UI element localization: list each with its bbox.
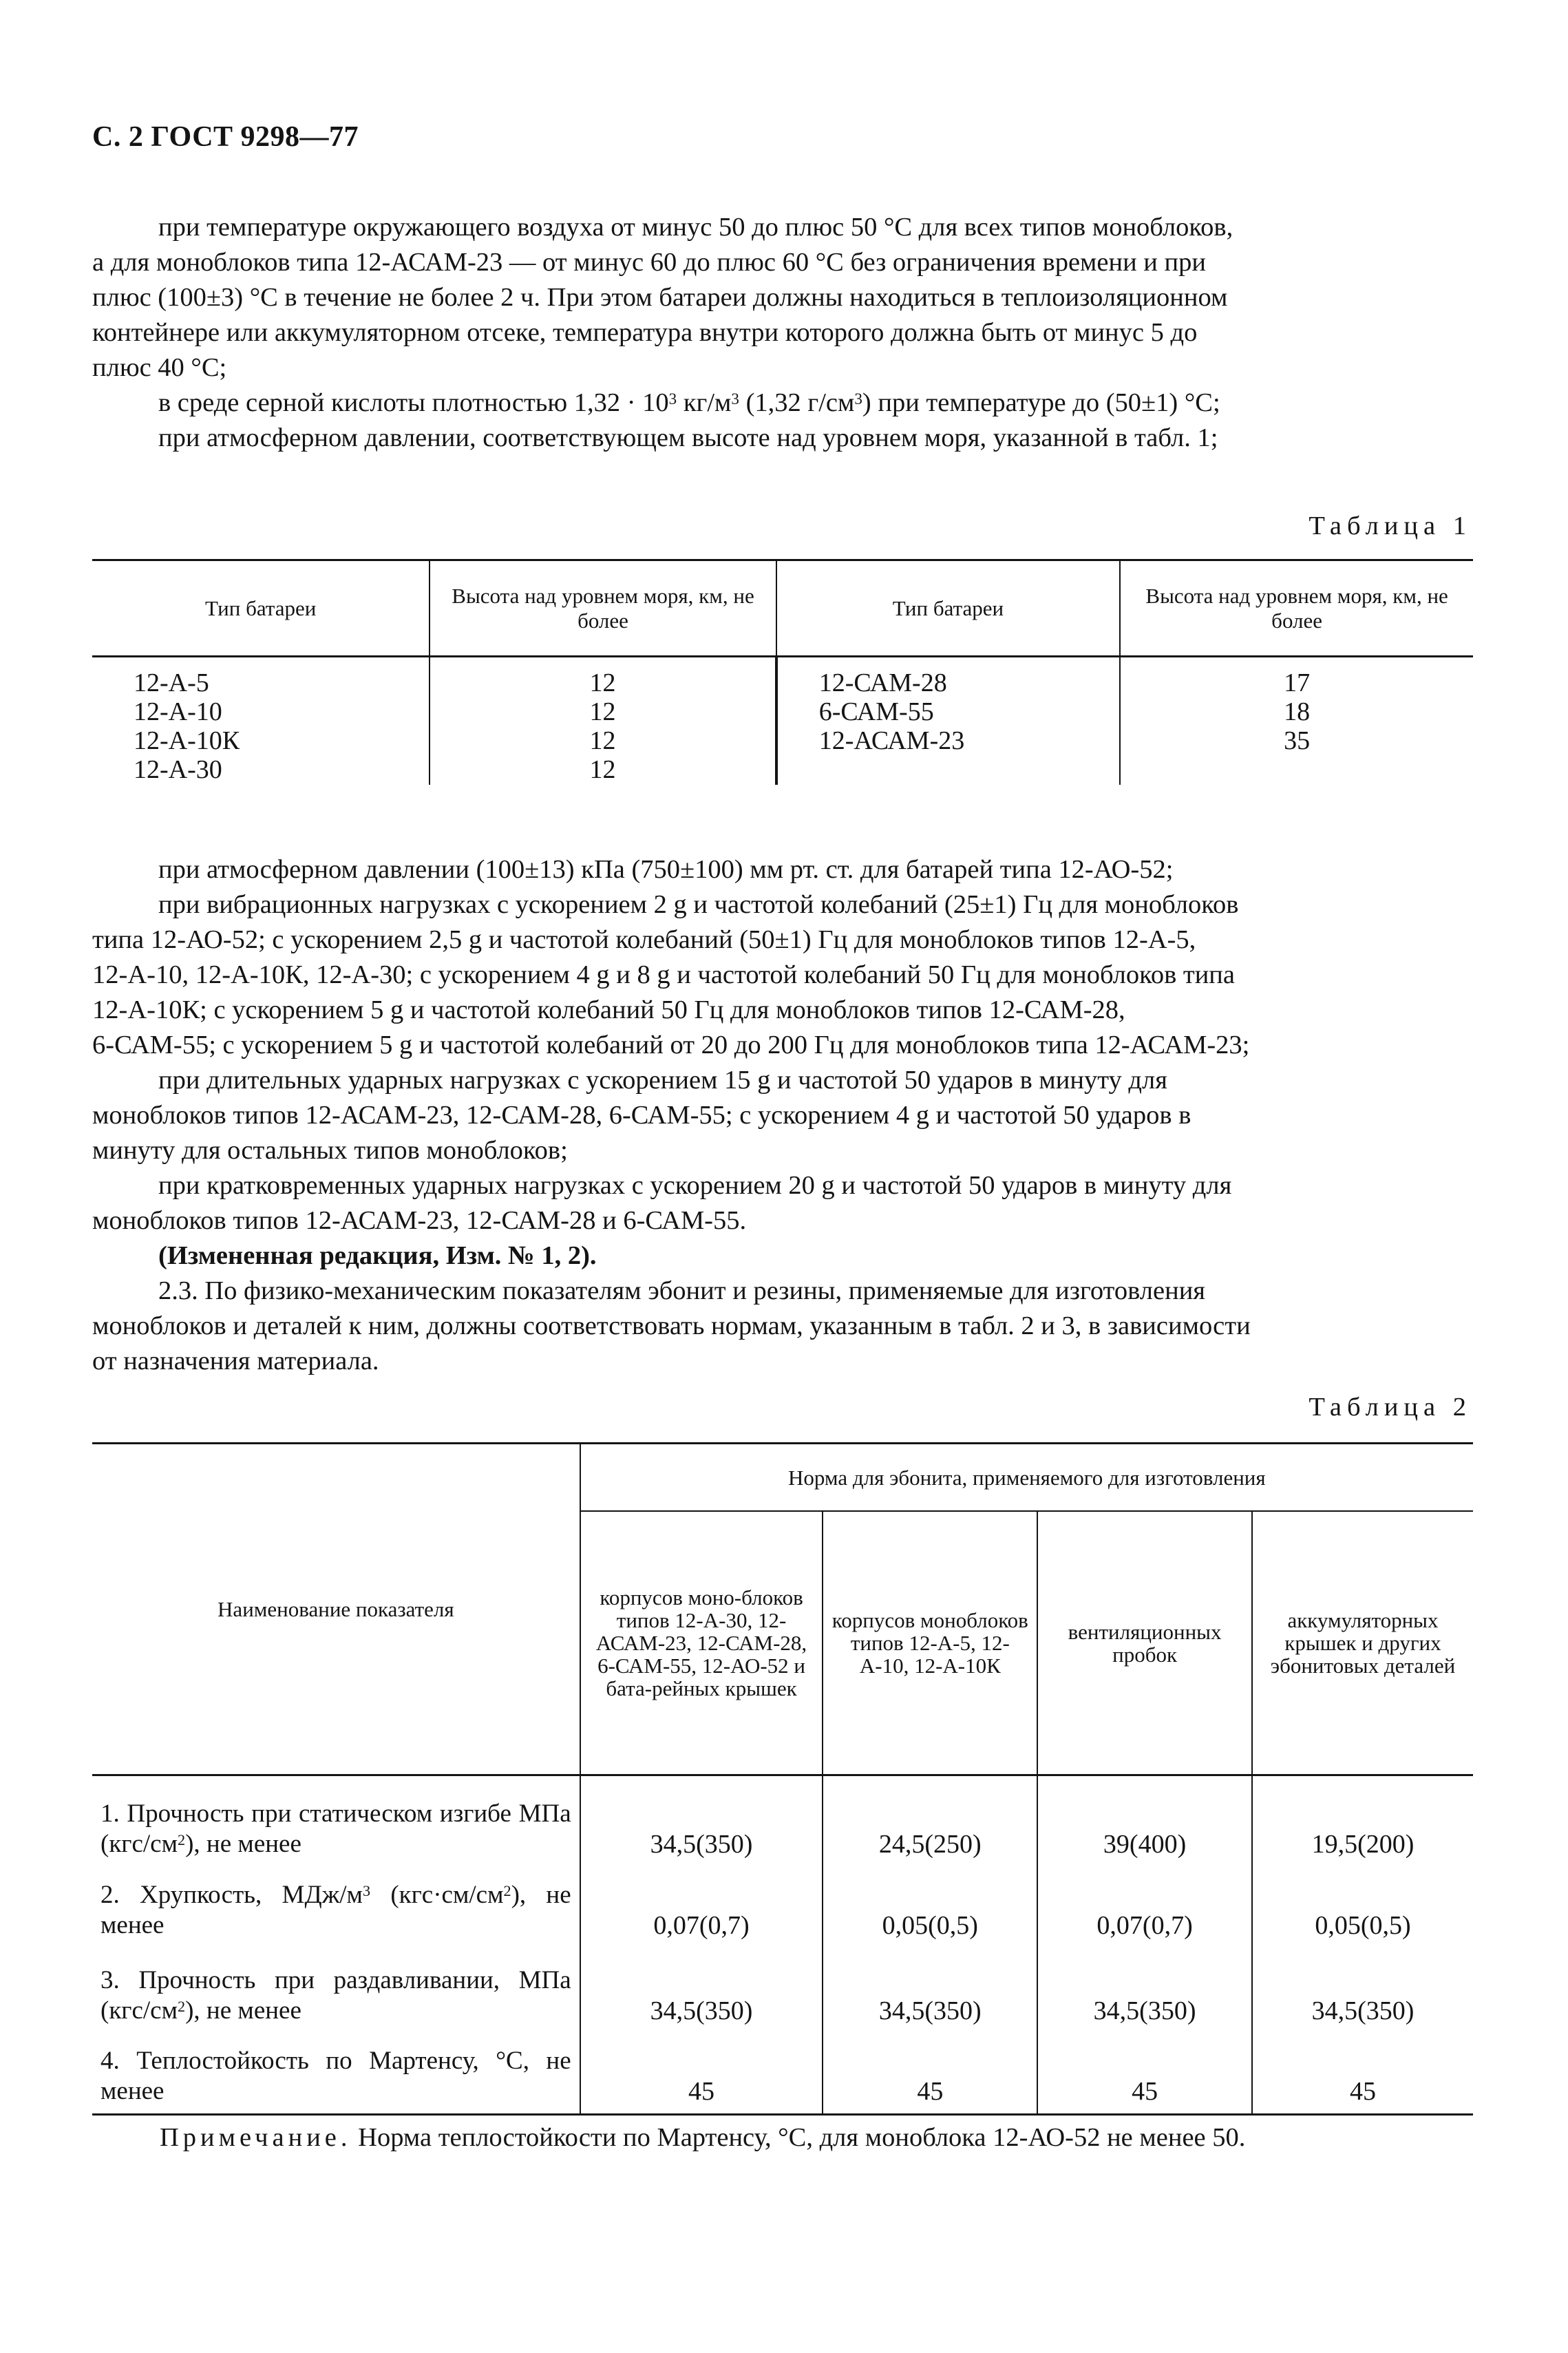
- table-header-row: [92, 1444, 1473, 1512]
- cell-value: 12: [589, 726, 616, 755]
- intro-paragraph: [92, 210, 1473, 456]
- text-line: от назначения материала.: [92, 1347, 379, 1375]
- cell-value: 35: [1284, 726, 1311, 755]
- table-cell: 19,5(200): [1252, 1775, 1473, 1867]
- table-cell: 34,5(350): [1037, 1948, 1252, 2033]
- indicator-name: [92, 1948, 580, 2033]
- table-note: [160, 2122, 1245, 2153]
- table-cell: 34,5(350): [580, 1775, 823, 1867]
- text-line: контейнере или аккумуляторном отсеке, температура внутри которого должна быть от минус 5 до: [92, 318, 1198, 347]
- indicator-column-header: Наименование показателя: [92, 1444, 580, 1775]
- text-line: минуту для остальных типов моноблоков;: [92, 1136, 568, 1165]
- table-cell: 39(400): [1037, 1775, 1252, 1867]
- altitude-cell: [1120, 657, 1473, 785]
- text-fragment: (кгс·см/см: [370, 1881, 504, 1909]
- column-header: аккумуляторных крышек и других эбонитовых деталей: [1252, 1511, 1473, 1775]
- column-header: вентиляционных пробок: [1037, 1511, 1252, 1775]
- column-header: Высота над уровнем моря, км, не более: [1120, 560, 1473, 657]
- text-fragment: ) при температуре до (50±1) °С;: [862, 388, 1220, 417]
- superscript: 3: [854, 390, 862, 408]
- cell-value: 17: [1284, 668, 1311, 697]
- cell-value: 12-А-5: [134, 668, 209, 697]
- table-cell: 45: [823, 2033, 1037, 2115]
- column-header: Тип батареи: [776, 560, 1121, 657]
- superscript: 3: [668, 390, 677, 408]
- table-cell: 0,07(0,7): [1037, 1866, 1252, 1948]
- table-cell: 34,5(350): [580, 1948, 823, 2033]
- cell-value: 12-А-10К: [134, 726, 240, 755]
- norm-span-header: Норма для эбонита, применяемого для изготовления: [580, 1444, 1473, 1512]
- table-2: [92, 1442, 1473, 2115]
- superscript: 2: [503, 1882, 511, 1899]
- superscript: 2: [178, 1998, 186, 2015]
- text-line: моноблоков и деталей к ним, должны соответствовать нормам, указанным в табл. 2 и 3, в зависимости: [92, 1311, 1251, 1340]
- text-line: при кратковременных ударных нагрузках с ускорением 20 g и частотой 50 ударов в минуту для: [158, 1171, 1232, 1200]
- cell-value: 12-САМ-28: [818, 668, 947, 697]
- table-header-row: [92, 560, 1473, 657]
- indicator-name: 4. Теплостойкость по Мартенсу, °С, не менее: [92, 2033, 580, 2115]
- text-line: 12-А-10К; с ускорением 5 g и частотой колебаний 50 Гц для моноблоков типов 12-САМ-28,: [92, 995, 1125, 1024]
- table-row: [92, 1775, 1473, 1867]
- table1-caption: Таблица 1: [1309, 511, 1472, 540]
- text-line: при вибрационных нагрузках с ускорением 2 g и частотой колебаний (25±1) Гц для моноблоков: [158, 890, 1239, 919]
- text-fragment: в среде серной кислоты плотностью 1,32 · 10: [158, 388, 669, 417]
- table-cell: 24,5(250): [823, 1775, 1037, 1867]
- text-line: 12-А-10, 12-А-10К, 12-А-30; с ускорением 4 g и 8 g и частотой колебаний 50 Гц для моноблоков типа: [92, 960, 1235, 989]
- battery-type-cell: [776, 657, 1121, 785]
- text-line: 2.3. По физико-механическим показателям эбонит и резины, применяемые для изготовления: [158, 1276, 1206, 1305]
- column-header: корпусов моно-блоков типов 12-А-30, 12-АСАМ-23, 12-САМ-28, 6-САМ-55, 12-АО-52 и бата-рейных крышек: [580, 1511, 823, 1775]
- column-header: корпусов моноблоков типов 12-А-5, 12-А-10, 12-А-10К: [823, 1511, 1037, 1775]
- altitude-cell: [430, 657, 776, 785]
- table-1: [92, 559, 1473, 785]
- conditions-paragraphs: [92, 852, 1473, 1379]
- text-fragment: 3. Прочность при раздавливании, МПа (кгс/см: [100, 1966, 571, 2025]
- table-cell: 45: [1252, 2033, 1473, 2115]
- table-row: [92, 1948, 1473, 2033]
- text-line: при атмосферном давлении, соответствующем высоте над уровнем моря, указанной в табл. 1;: [158, 423, 1218, 452]
- table-cell: 45: [580, 2033, 823, 2115]
- text-line: моноблоков типов 12-АСАМ-23, 12-САМ-28 и 6-САМ-55.: [92, 1206, 747, 1235]
- text-line: при длительных ударных нагрузках с ускорением 15 g и частотой 50 ударов в минуту для: [158, 1066, 1167, 1095]
- table2-caption: Таблица 2: [1309, 1393, 1472, 1422]
- note-label: Примечание.: [160, 2123, 352, 2152]
- table-cell: 34,5(350): [823, 1948, 1037, 2033]
- column-header: Тип батареи: [92, 560, 430, 657]
- revision-note: (Измененная редакция, Изм. № 1, 2).: [158, 1241, 597, 1270]
- text-line: моноблоков типов 12-АСАМ-23, 12-САМ-28, 6-САМ-55; с ускорением 4 g и частотой 50 ударов в: [92, 1101, 1191, 1130]
- text-fragment: 1. Прочность при статическом изгибе МПа (кгс/см: [100, 1800, 571, 1858]
- cell-value: 12-А-10: [134, 697, 222, 726]
- text-fragment: кг/м: [677, 388, 732, 417]
- text-fragment: ), не менее: [185, 1830, 301, 1858]
- table-row: [92, 2033, 1473, 2115]
- superscript: 3: [731, 390, 739, 408]
- text-fragment: 2. Хрупкость, МДж/м: [100, 1881, 363, 1909]
- text-line: типа 12-АО-52; с ускорением 2,5 g и частотой колебаний (50±1) Гц для моноблоков типов 12-А-5,: [92, 925, 1196, 954]
- text-line: а для моноблоков типа 12-АСАМ-23 — от минус 60 до плюс 60 °С без ограничения времени и при: [92, 248, 1206, 277]
- note-text: Норма теплостойкости по Мартенсу, °С, для моноблока 12-АО-52 не менее 50.: [358, 2123, 1246, 2152]
- table-row: [92, 657, 1473, 785]
- text-line: при температуре окружающего воздуха от минус 50 до плюс 50 °С для всех типов моноблоков,: [158, 213, 1233, 242]
- acid-line: [92, 386, 1473, 421]
- text-fragment: ), не менее: [100, 1881, 571, 1939]
- text-line: при атмосферном давлении (100±13) кПа (750±100) мм рт. ст. для батарей типа 12-АО-52;: [158, 855, 1174, 884]
- battery-type-cell: [92, 657, 430, 785]
- text-fragment: ), не менее: [185, 1996, 301, 2025]
- superscript: 2: [178, 1831, 186, 1848]
- cell-value: 12: [589, 697, 616, 726]
- indicator-name: [92, 1866, 580, 1948]
- text-line: плюс (100±3) °С в течение не более 2 ч. При этом батареи должны находиться в теплоизоляционном: [92, 283, 1228, 312]
- cell-value: 12-АСАМ-23: [818, 726, 965, 755]
- table-cell: 34,5(350): [1252, 1948, 1473, 2033]
- page-header: С. 2 ГОСТ 9298—77: [92, 121, 359, 153]
- cell-value: 12-А-30: [134, 755, 222, 784]
- cell-value: 12: [589, 755, 616, 784]
- text-fragment: (1,32 г/см: [739, 388, 855, 417]
- cell-value: 18: [1284, 697, 1311, 726]
- table-cell: 0,07(0,7): [580, 1866, 823, 1948]
- table-cell: 0,05(0,5): [823, 1866, 1037, 1948]
- cell-value: 6-САМ-55: [818, 697, 934, 726]
- table-cell: 45: [1037, 2033, 1252, 2115]
- superscript: 3: [362, 1882, 371, 1899]
- column-header: Высота над уровнем моря, км, не более: [430, 560, 776, 657]
- indicator-name: [92, 1775, 580, 1867]
- cell-value: 12: [589, 668, 616, 697]
- text-line: 6-САМ-55; с ускорением 5 g и частотой колебаний от 20 до 200 Гц для моноблоков типа 12-АСАМ-23;: [92, 1031, 1250, 1059]
- text-line: плюс 40 °С;: [92, 353, 227, 382]
- table-cell: 0,05(0,5): [1252, 1866, 1473, 1948]
- table-row: [92, 1866, 1473, 1948]
